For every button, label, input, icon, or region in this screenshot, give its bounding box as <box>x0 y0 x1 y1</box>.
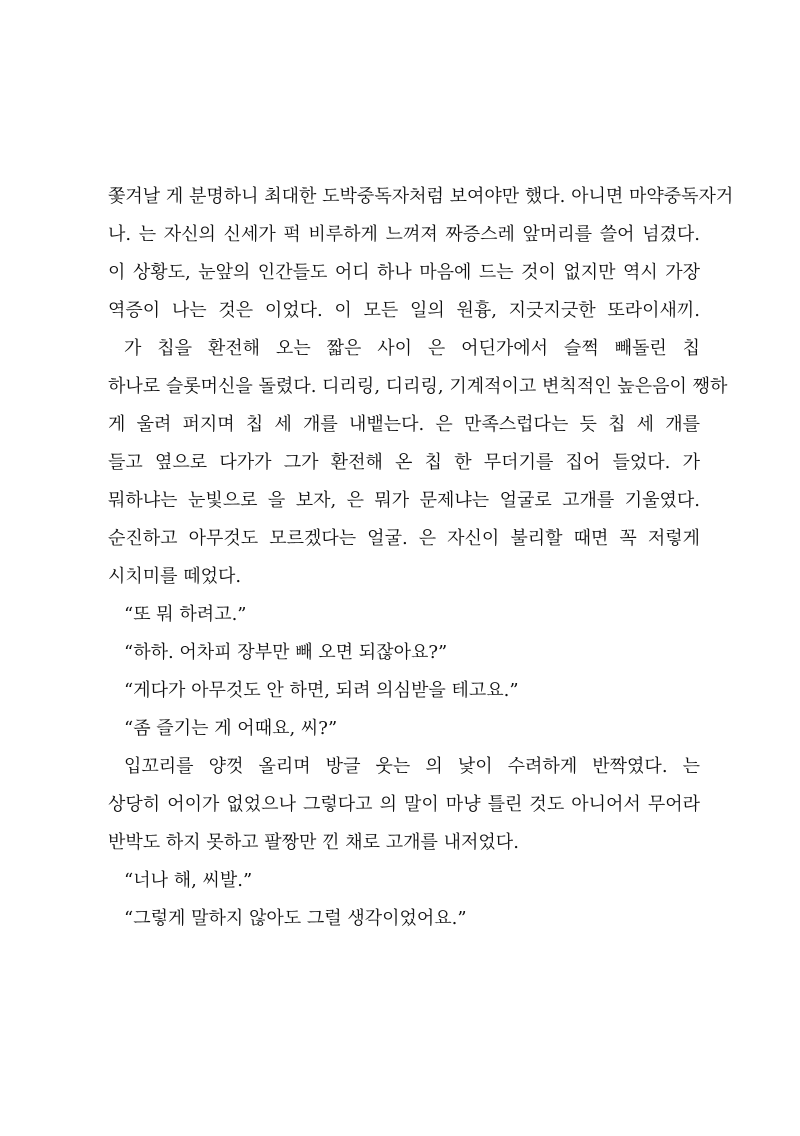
dialogue-line: “좀 즐기는 게 어때요, 씨?” <box>124 718 338 739</box>
text-line: 하나로 슬롯머신을 돌렸다. 디리링, 디리링, 기계적이고 변칙적인 높은음이 쨍하 <box>108 376 728 397</box>
dialogue-line: “또 뭐 하려고.” <box>124 604 247 625</box>
body-text <box>108 178 734 938</box>
text-line: 가 칩을 환전해 오는 짧은 사이 은 어딘가에서 슬쩍 빼돌린 칩 <box>124 338 700 359</box>
dialogue-line: “게다가 아무것도 안 하면, 되려 의심받을 테고요.” <box>124 680 519 701</box>
text-line: 게 울려 퍼지며 칩 세 개를 내뱉는다. 은 만족스럽다는 듯 칩 세 개를 <box>108 414 700 435</box>
text-line: 반박도 하지 못하고 팔짱만 낀 채로 고개를 내저었다. <box>108 832 519 853</box>
dialogue-line: “그렇게 말하지 않아도 그럴 생각이었어요.” <box>124 908 467 929</box>
text-line: 순진하고 아무것도 모르겠다는 얼굴. 은 자신이 불리할 때면 꼭 저렇게 <box>108 528 700 549</box>
text-line: 역증이 나는 것은 이었다. 이 모든 일의 원흉, 지긋지긋한 또라이새끼. <box>108 300 700 321</box>
text-line: 시치미를 떼었다. <box>108 566 242 587</box>
text-line: 뭐하냐는 눈빛으로 을 보자, 은 뭐가 문제냐는 얼굴로 고개를 기울였다. <box>108 490 700 511</box>
text-line: 입꼬리를 양껏 올리며 방글 웃는 의 낯이 수려하게 반짝였다. 는 <box>124 756 700 777</box>
text-line: 이 상황도, 눈앞의 인간들도 어디 하나 마음에 드는 것이 없지만 역시 가장 <box>108 262 700 283</box>
text-line: 쫓겨날 게 분명하니 최대한 도박중독자처럼 보여야만 했다. 아니면 마약중독자거 <box>108 186 734 207</box>
dialogue-line: “하하. 어차피 장부만 빼 오면 되잖아요?” <box>124 642 448 663</box>
dialogue-line: “너나 해, 씨발.” <box>124 870 253 891</box>
text-line: 상당히 어이가 없었으나 그렇다고 의 말이 마냥 틀린 것도 아니어서 무어라 <box>108 794 700 815</box>
text-line: 나. 는 자신의 신세가 퍽 비루하게 느껴져 짜증스레 앞머리를 쓸어 넘겼다. <box>108 224 700 245</box>
text-line: 들고 옆으로 다가가 그가 환전해 온 칩 한 무더기를 집어 들었다. 가 <box>108 452 700 473</box>
